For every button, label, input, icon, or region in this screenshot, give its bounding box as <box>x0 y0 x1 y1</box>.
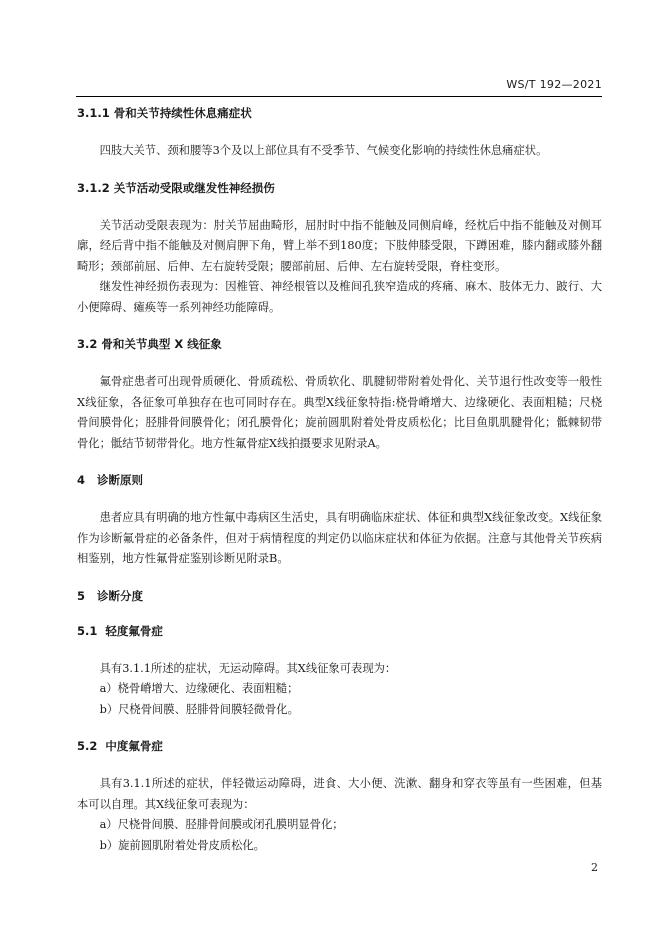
heading-3-2 <box>77 335 602 353</box>
document-body <box>77 104 602 856</box>
standard-code: WS/T 192—2021 <box>506 78 602 91</box>
paragraph: 具有3.1.1所述的症状，无运动障碍。其X线征象可表现为： <box>99 661 397 675</box>
heading-5-2 <box>77 737 602 755</box>
list-item: a）尺桡骨间膜、胫腓骨间膜或闭孔膜明显骨化； <box>99 818 344 831</box>
paragraph: 继发性神经损伤表现为：因椎管、神经根管以及椎间孔狭窄造成的疼痛、麻木、肢体无力、跛行、大小便障碍、瘫痪等一系列神经功能障碍。 <box>77 280 602 314</box>
heading-3-1-2 <box>77 179 602 197</box>
list-item: b）旋前圆肌附着处骨皮质松化。 <box>99 838 265 852</box>
heading-title: 中度氟骨症 <box>105 739 163 753</box>
paragraph: 关节活动受限表现为：肘关节屈曲畸形，屈肘时中指不能触及同侧肩峰，经枕后中指不能触及对侧耳廓，经后背中指不能触及对侧肩胛下角，臂上举不到180度；下肢伸膝受限，下蹲困难，膝内翻或膝外翻畸形；颈部前屈、后伸、左右旋转受限；腰部前屈、后伸、左右旋转受限，脊柱变形。 <box>77 218 602 273</box>
heading-title: 关节活动受限或继发性神经损伤 <box>113 180 275 195</box>
header-rule <box>76 96 602 97</box>
heading-title: 诊断分度 <box>97 588 144 603</box>
list-item: b）尺桡骨间膜、胫腓骨间膜轻微骨化。 <box>99 702 299 716</box>
heading-5-1 <box>77 622 602 640</box>
heading-3-1-1 <box>77 104 602 122</box>
list-item: a）桡骨嵴增大、边缘硬化、表面粗糙； <box>99 682 299 695</box>
heading-5 <box>77 587 602 605</box>
paragraph: 具有3.1.1所述的症状，伴轻微运动障碍，进食、大小便、洗漱、翻身和穿衣等虽有一些困难，但基本可以自理。其X线征象可表现为： <box>77 777 602 811</box>
heading-number: 4 <box>77 473 86 487</box>
heading-4 <box>77 471 602 489</box>
heading-number: 3.2 <box>77 337 98 351</box>
page-number: 2 <box>591 861 598 874</box>
heading-title: 骨和关节典型 X 线征象 <box>101 337 222 351</box>
paragraph: 氟骨症患者可出现骨质硬化、骨质疏松、骨质软化、肌腱韧带附着处骨化、关节退行性改变等一般性X线征象，各征象可单独存在也可同时存在。典型X线征象特指:桡骨嵴增大、边缘硬化、表面粗糙；尺桡骨间膜骨化；胫腓骨间膜骨化；闭孔膜骨化；旋前圆肌附着处骨皮质松化；比目鱼肌肌腱骨化；骶棘韧带骨化；骶结节韧带骨化。地方性氟骨症X线拍摄要求见附录A。 <box>77 375 602 450</box>
heading-number: 5 <box>77 588 86 603</box>
heading-number: 5.1 <box>77 623 98 638</box>
heading-number: 3.1.1 <box>77 106 110 120</box>
heading-number: 3.1.2 <box>77 180 110 195</box>
heading-title: 轻度氟骨症 <box>105 623 163 638</box>
paragraph: 患者应具有明确的地方性氟中毒病区生活史，具有明确临床症状、体征和典型X线征象改变。X线征象作为诊断氟骨症的必备条件，但对于病情程度的判定仍以临床症状和体征为依据。注意与其他骨关节疾病相鉴别，地方性氟骨症鉴别诊断见附录B。 <box>77 511 602 565</box>
heading-title: 骨和关节持续性休息痛症状 <box>113 106 252 120</box>
paragraph: 四肢大关节、颈和腰等3个及以上部位具有不受季节、气候变化影响的持续性休息痛症状。 <box>99 144 548 157</box>
heading-title: 诊断原则 <box>97 473 144 487</box>
heading-number: 5.2 <box>77 739 98 753</box>
